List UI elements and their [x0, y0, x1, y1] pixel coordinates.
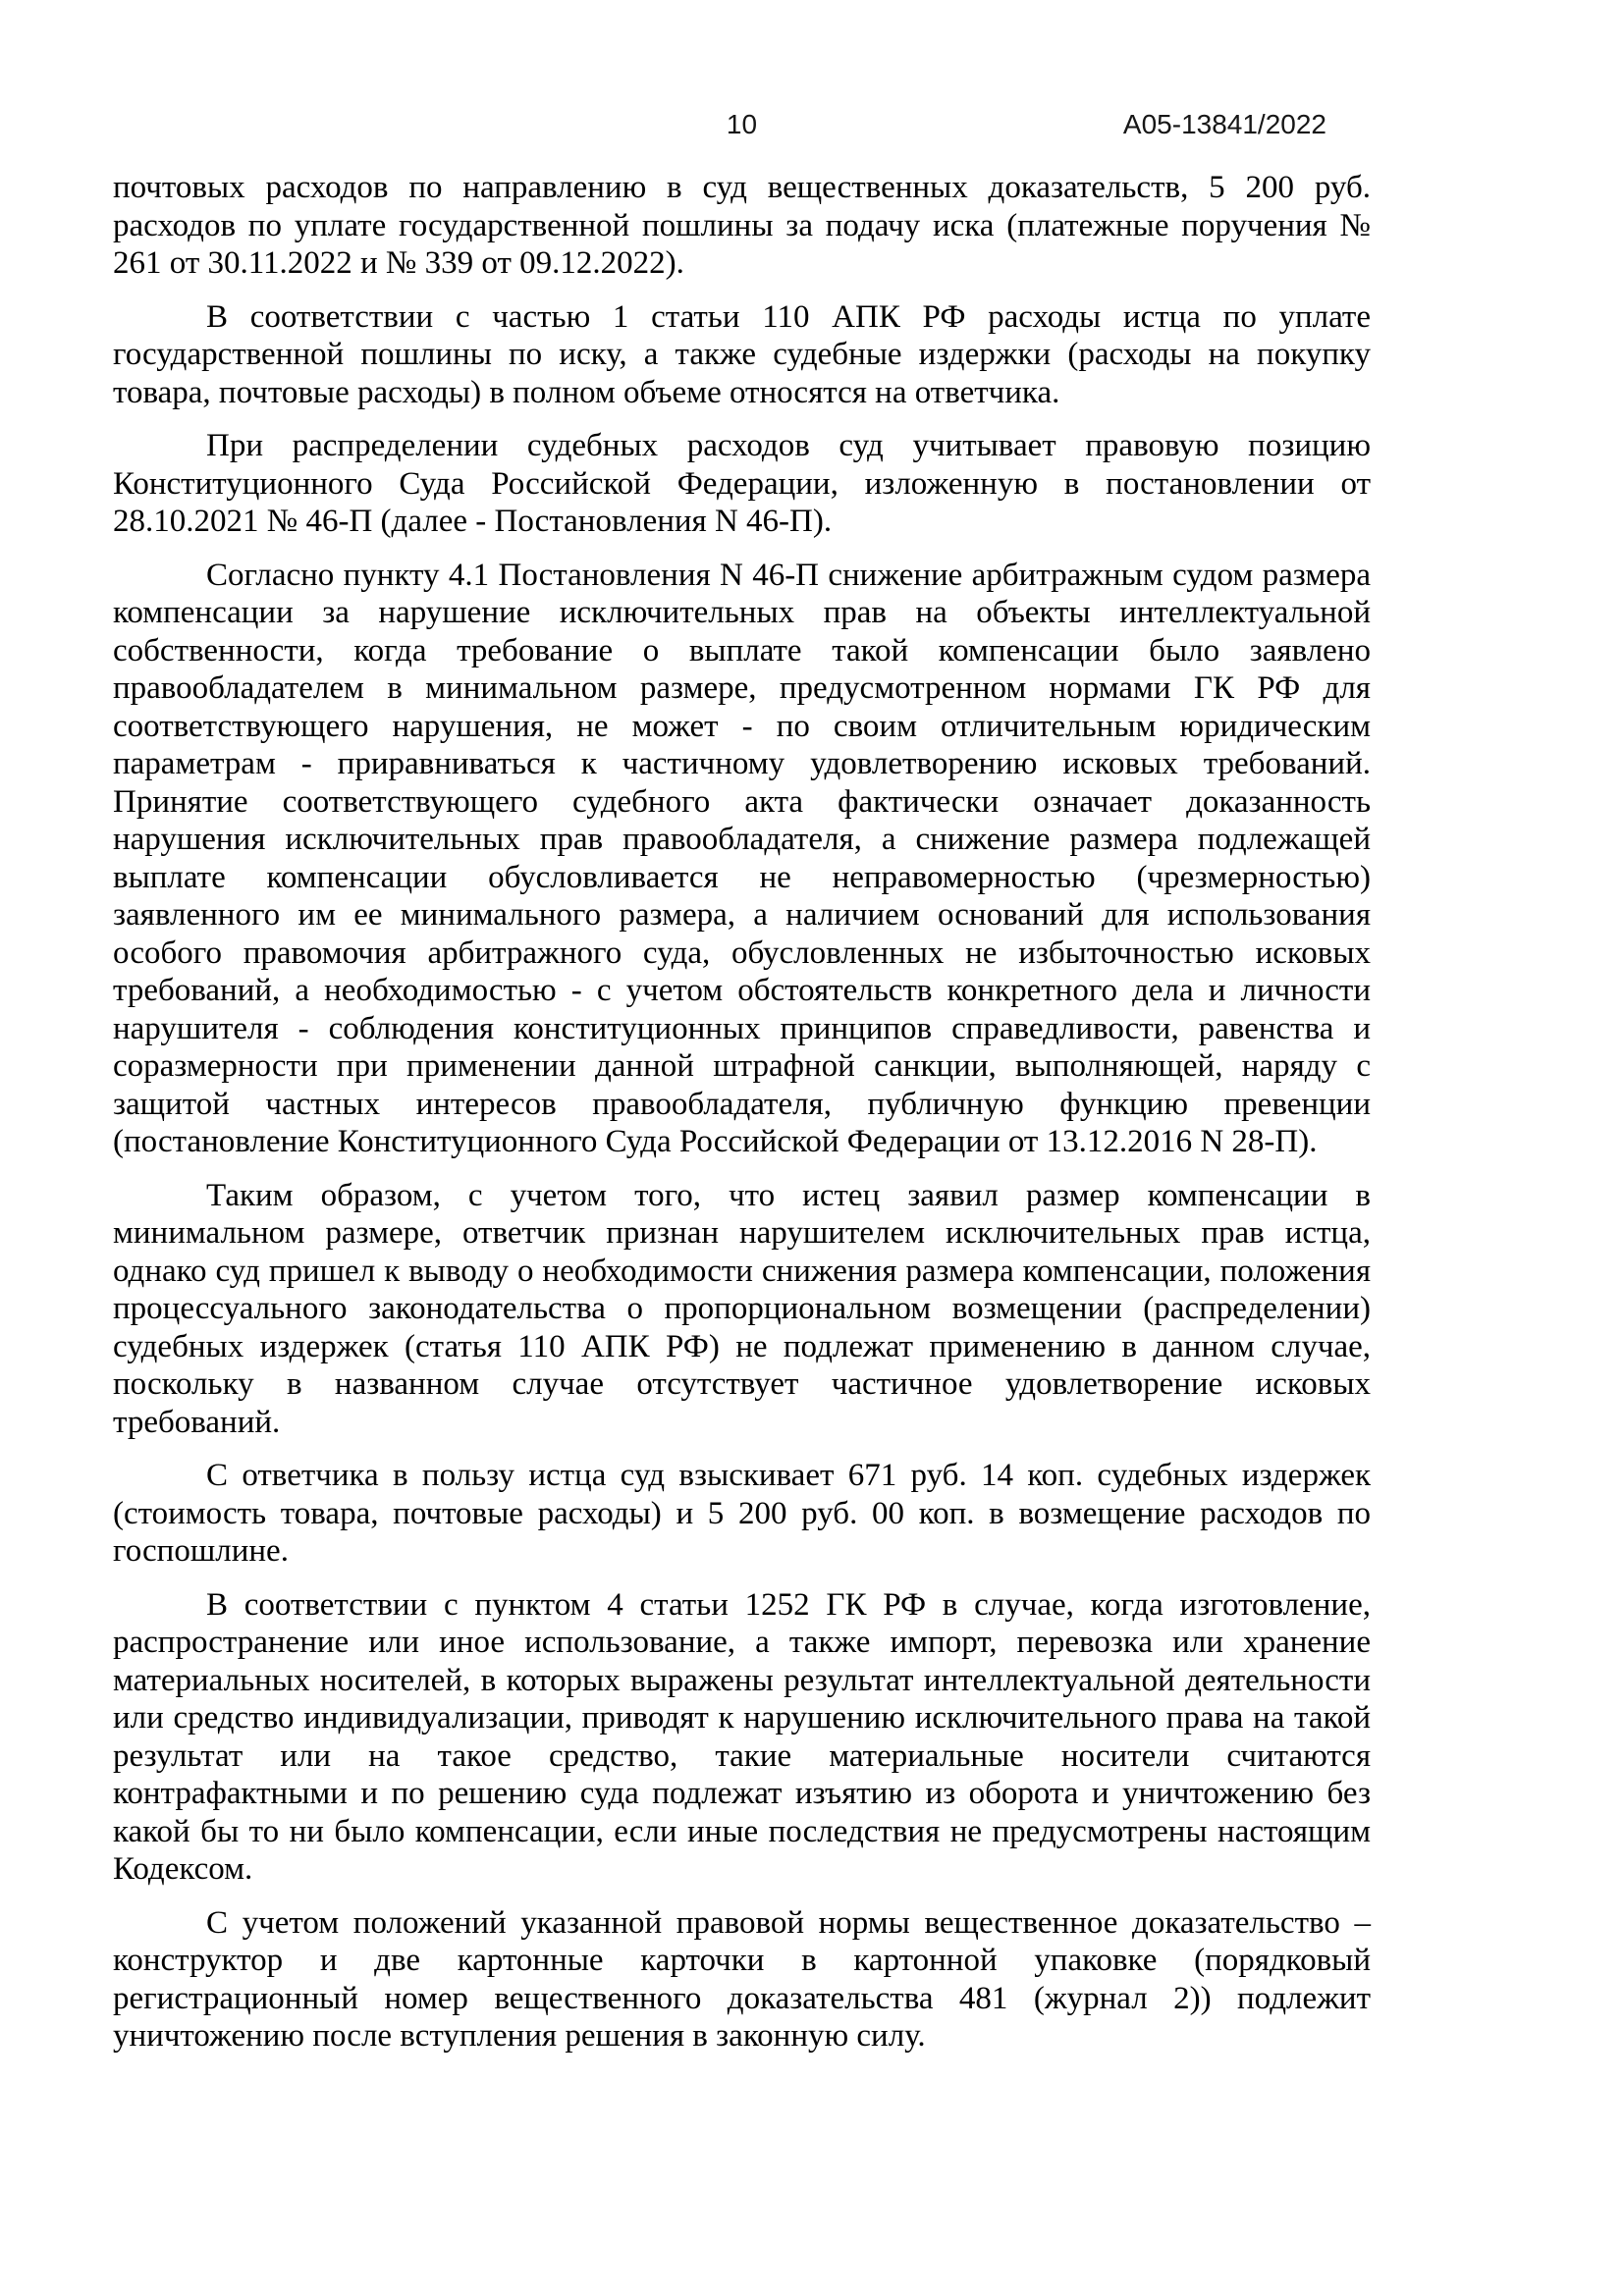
paragraph: С ответчика в пользу истца суд взыскивает 671 руб. 14 коп. судебных издержек (стоимость товара, почтовые расходы) и 5 200 руб. 00 коп. в возмещение расходов по госпошлине. [113, 1458, 1371, 1569]
paragraph: С учетом положений указанной правовой нормы вещественное доказательство – конструктор и две картонные карточки в картонной упаковке (порядковый регистрационный номер вещественного доказательства 481 (журнал 2)) подлежит уничтожению после вступления решения в законную силу. [113, 1904, 1371, 2054]
paragraph: При распределении судебных расходов суд учитывает правовую позицию Конституционного Суда Российской Федерации, изложенную в постановлении от 28.10.2021 № 46-П (далее - Постановления N 46-П). [113, 428, 1371, 539]
paragraph-continuation: почтовых расходов по направлению в суд вещественных доказательств, 5 200 руб. расходов по уплате государственной пошлины за подачу иска (платежные поручения № 261 от 30.11.2022 и № 339 от 09.12.2022). [113, 170, 1371, 281]
paragraph: В соответствии с частью 1 статьи 110 АПК РФ расходы истца по уплате государственной пошлины по иску, а также судебные издержки (расходы на покупку товара, почтовые расходы) в полном объеме относятся на ответчика. [113, 298, 1371, 410]
page-number: 10 [726, 109, 758, 139]
document-body [113, 169, 1371, 2071]
paragraph: В соответствии с пунктом 4 статьи 1252 ГК РФ в случае, когда изготовление, распространение или иное использование, а также импорт, перевозка или хранение материальных носителей, в которых выражены результат интеллектуальной деятельности или средство индивидуализации, приводят к нарушению исключительного права на такой результат или на такое средство, такие материальные носители считаются контрафактными и по решению суда подлежат изъятию из оборота и уничтожению без какой бы то ни было компенсации, если иные последствия не предусмотрены настоящим Кодексом. [113, 1586, 1371, 1887]
case-number: А05-13841/2022 [1122, 109, 1326, 139]
paragraph: Таким образом, с учетом того, что истец заявил размер компенсации в минимальном размере, ответчик признан нарушителем исключительных прав истца, однако суд пришел к выводу о необходимости снижения размера компенсации, положения процессуального законодательства о пропорциональном возмещении (распределении) судебных издержек (статья 110 АПК РФ) не подлежат применению в данном случае, поскольку в названном случае отсутствует частичное удовлетворение исковых требований. [113, 1177, 1371, 1440]
page-header [113, 108, 1371, 149]
paragraph: Согласно пункту 4.1 Постановления N 46-П снижение арбитражным судом размера компенсации за нарушение исключительных прав на объекты интеллектуальной собственности, когда требование о выплате такой компенсации было заявлено правообладателем в минимальном размере, предусмотренном нормами ГК РФ для соответствующего нарушения, не может - по своим отличительным юридическим параметрам - приравниваться к частичному удовлетворению исковых требований. Принятие соответствующего судебного акта фактически означает доказанность нарушения исключительных прав правообладателя, а снижение размера подлежащей выплате компенсации обусловливается не неправомерностью (чрезмерностью) заявленного им ее минимального размера, а наличием оснований для использования особого правомочия арбитражного суда, обусловленных не избыточностью исковых требований, а необходимостью - с учетом обстоятельств конкретного дела и личности нарушителя - соблюдения конституционных принципов справедливости, равенства и соразмерности при применении данной штрафной санкции, выполняющей, наряду с защитой частных интересов правообладателя, публичную функцию превенции (постановление Конституционного Суда Российской Федерации от 13.12.2016 N 28-П). [113, 557, 1371, 1159]
